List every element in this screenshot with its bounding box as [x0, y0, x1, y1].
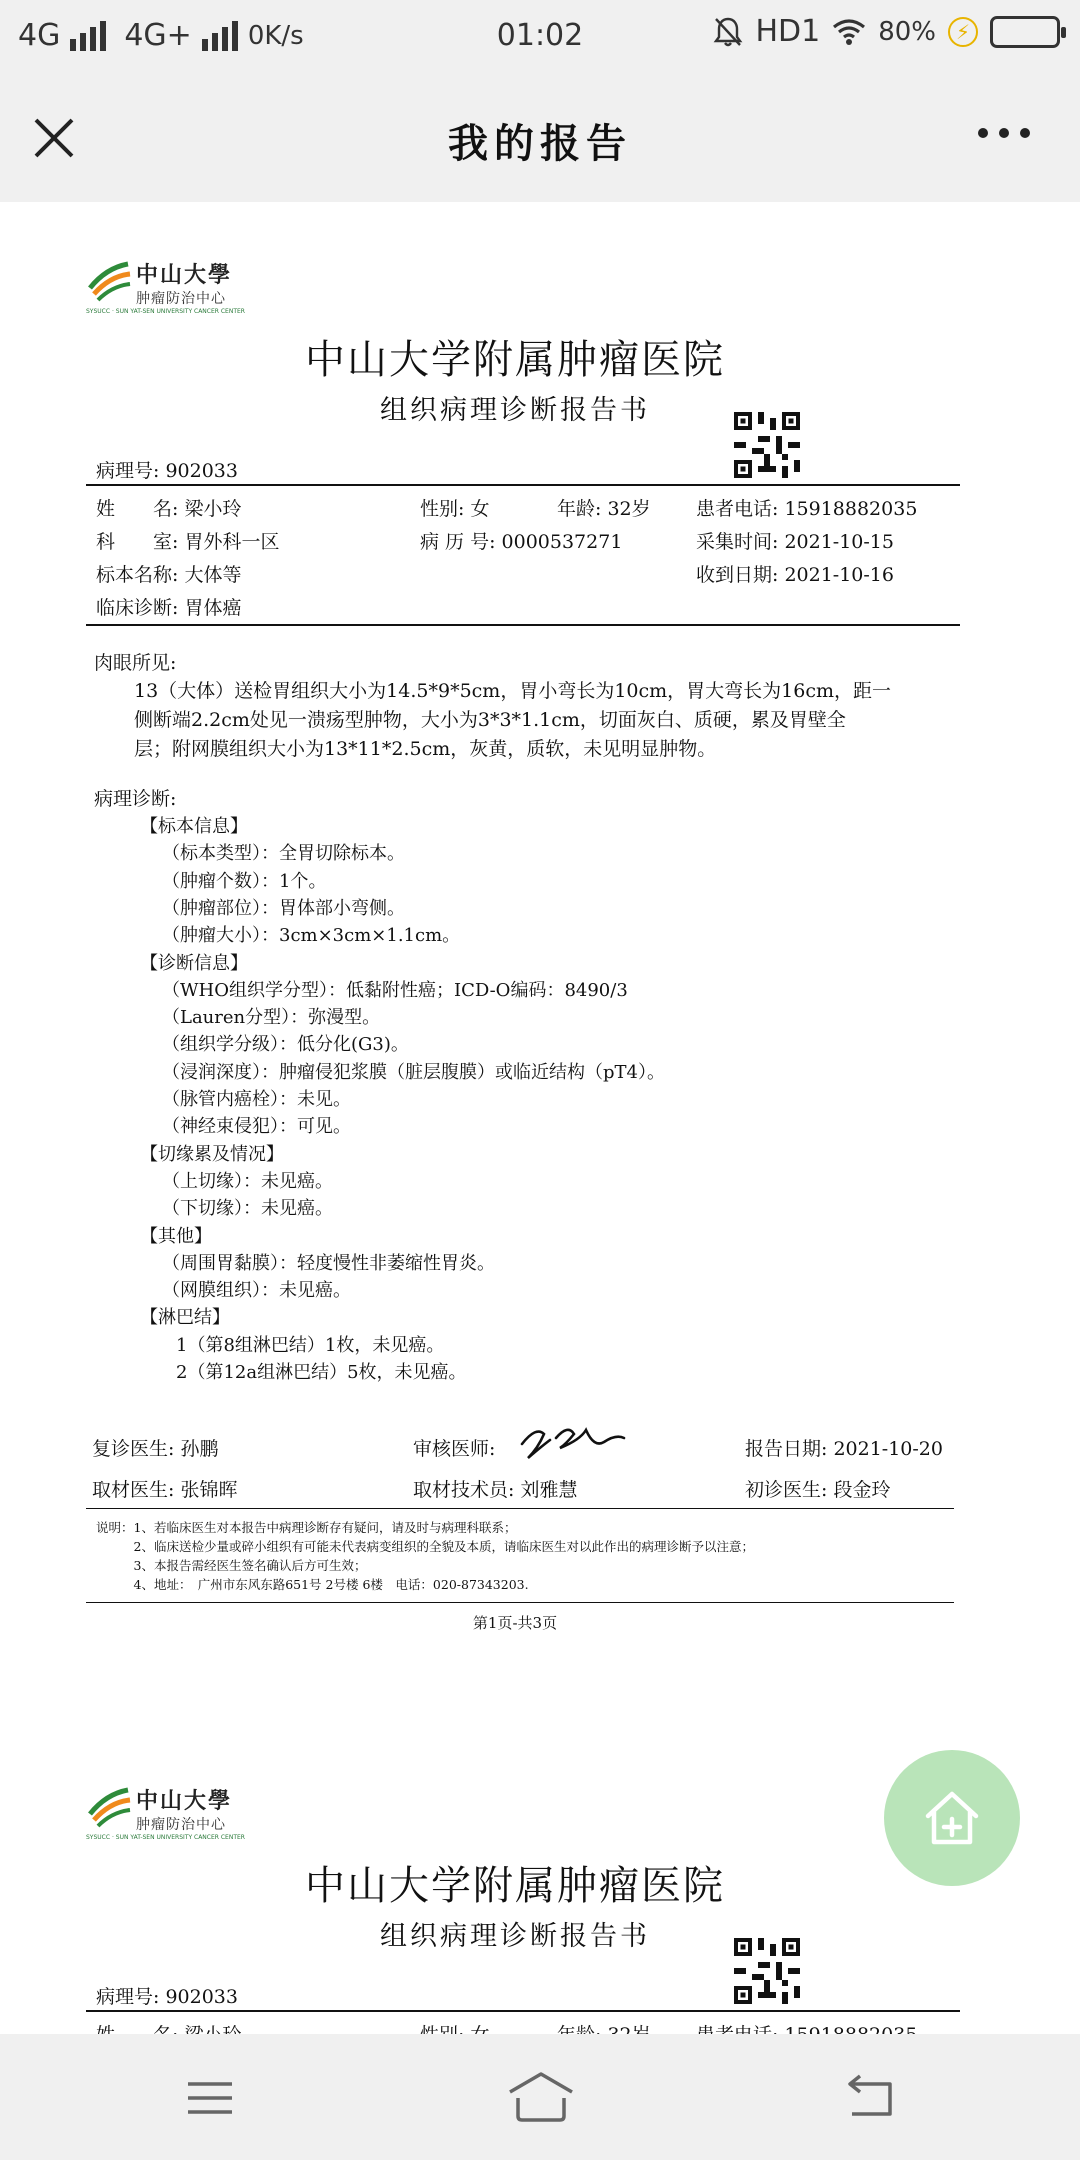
hospital-name: 中山大学附属肿瘤医院 — [305, 337, 725, 383]
diagnosis-item: （下切缘）：未见癌。 — [162, 1198, 333, 1220]
page-number: 第1页-共3页 — [472, 1614, 558, 1632]
diagnosis-heading: 【诊断信息】 — [140, 952, 248, 974]
charging-icon: ⚡ — [948, 17, 978, 47]
menu-icon[interactable] — [180, 2070, 240, 2126]
navigation-bar — [0, 72, 1080, 202]
home-icon[interactable] — [506, 2070, 576, 2126]
diagnosis-heading: 【标本信息】 — [140, 816, 248, 837]
gross-label: 肉眼所见: — [94, 652, 177, 674]
diagnosis-item: （标本类型）：全胃切除标本。 — [162, 843, 405, 865]
network-type-2: 4G+ — [124, 18, 192, 53]
report-title: 组织病理诊断报告书 — [380, 395, 650, 426]
hospital-logo — [86, 258, 246, 318]
report-title: 组织病理诊断报告书 — [380, 1921, 650, 1952]
note-line: 2、临床送检少量或碎小组织有可能未代表病变组织的全貌及本质，请临床医生对以此作出的病理诊断予以注意； — [96, 1539, 754, 1554]
mute-icon — [713, 16, 743, 48]
diagnosis-item: （肿瘤个数）：1个。 — [162, 870, 327, 892]
diagnosis-item: 2（第12a组淋巴结）5枚，未见癌。 — [176, 1362, 467, 1383]
specimen-name: 标本名称: 大体等 — [96, 564, 242, 586]
divider — [86, 1508, 954, 1509]
gross-line: 13（大体）送检胃组织大小为14.5*9*5cm，胃小弯长为10cm，胃大弯长为16cm，距一 — [134, 680, 891, 702]
collection-time: 采集时间: 2021-10-15 — [696, 531, 894, 553]
qr-code-icon — [734, 1938, 800, 2004]
status-right — [713, 14, 1060, 49]
report-page-1 — [0, 202, 1080, 1762]
floating-home-button[interactable] — [884, 1750, 1020, 1886]
logo-name: 中山大學 — [136, 1789, 233, 1814]
diagnosis-item: （神经束侵犯）：可见。 — [162, 1116, 351, 1138]
diagnosis-item: （上切缘）：未见癌。 — [162, 1170, 333, 1192]
diagnosis-heading: 【淋巴结】 — [140, 1307, 230, 1329]
report-notes — [96, 1518, 754, 1594]
divider — [86, 2010, 960, 2012]
diagnosis-item: （肿瘤部位）：胃体部小弯侧。 — [162, 897, 405, 919]
diagnosis-item: （浸润深度）：肿瘤侵犯浆膜（脏层腹膜）或临近结构（pT4）。 — [162, 1061, 665, 1083]
qr-code-icon — [734, 412, 800, 478]
logo-emblem-icon — [86, 258, 132, 304]
diagnosis-item: 1（第8组淋巴结）1枚，未见癌。 — [176, 1334, 445, 1356]
diagnosis-item: （WHO组织学分型）：低黏附性癌；ICD-O编码：8490/3 — [162, 979, 628, 1001]
battery-icon — [990, 16, 1060, 48]
page-title: 我的报告 — [448, 121, 632, 167]
report-date: 报告日期: 2021-10-20 — [745, 1438, 943, 1460]
status-bar — [0, 0, 1080, 72]
home-plus-icon — [920, 1786, 984, 1850]
logo-subtitle: 肿瘤防治中心 — [136, 1817, 226, 1833]
diagnosis-label: 病理诊断: — [94, 788, 177, 810]
logo-english: SYSUCC · SUN YAT-SEN UNIVERSITY CANCER CENTER — [86, 308, 245, 315]
first-doctor: 初诊医生: 段金玲 — [745, 1479, 891, 1501]
record-number: 病 历 号: 0000537271 — [420, 531, 623, 553]
note-line: 4、地址： 广州市东风东路651号 2号楼 6楼 电话：020-87343203. — [96, 1577, 529, 1592]
diagnosis-item: （周围胃黏膜）：轻度慢性非萎缩性胃炎。 — [162, 1252, 495, 1274]
carrier-label: HD1 — [755, 14, 821, 49]
gross-description — [130, 677, 950, 764]
patient-name: 姓 名: 梁小玲 — [96, 498, 242, 520]
logo-english: SYSUCC · SUN YAT-SEN UNIVERSITY CANCER CENTER — [86, 1834, 245, 1841]
diagnosis-heading: 【其他】 — [140, 1225, 212, 1247]
clinical-diagnosis: 临床诊断: 胃体癌 — [96, 597, 242, 619]
hospital-logo — [86, 1784, 246, 1844]
divider — [86, 624, 960, 626]
sampling-technician: 取材技术员: 刘雅慧 — [413, 1479, 578, 1501]
diagnosis-item: （肿瘤大小）：3cm×3cm×1.1cm。 — [162, 925, 461, 947]
signature-image — [516, 1418, 628, 1468]
diagnosis-item: （Lauren分型）：弥漫型。 — [162, 1007, 381, 1029]
pathology-number: 病理号: 902033 — [96, 460, 238, 482]
diagnosis-item: （脉管内癌栓）：未见。 — [162, 1089, 351, 1110]
patient-age: 年龄: 32岁 — [557, 498, 651, 520]
audit-doctor: 审核医师: — [413, 1438, 496, 1460]
note-line: 3、本报告需经医生签名确认后方可生效； — [96, 1558, 367, 1573]
review-doctor: 复诊医生: 孙鹏 — [92, 1438, 219, 1460]
divider — [86, 484, 960, 486]
wifi-icon — [832, 18, 866, 46]
diagnosis-item: （组织学分级）：低分化(G3)。 — [162, 1034, 409, 1056]
pathology-number: 病理号: 902033 — [96, 1986, 238, 2008]
clock: 01:02 — [496, 18, 584, 53]
patient-sex: 性别: 女 — [420, 498, 490, 520]
system-navigation-bar — [0, 2034, 1080, 2160]
note-line: 说明：1、若临床医生对本报告中病理诊断存有疑问，请及时与病理科联系； — [96, 1520, 517, 1535]
logo-subtitle: 肿瘤防治中心 — [136, 291, 226, 307]
more-icon[interactable] — [978, 128, 1030, 138]
network-type-1: 4G — [18, 18, 61, 53]
logo-emblem-icon — [86, 1784, 132, 1830]
sampling-doctor: 取材医生: 张锦晖 — [92, 1479, 238, 1501]
diagnosis-item: （网膜组织）：未见癌。 — [162, 1280, 351, 1302]
diagnosis-heading: 【切缘累及情况】 — [140, 1143, 284, 1165]
back-icon[interactable] — [840, 2070, 900, 2126]
received-date: 收到日期: 2021-10-16 — [696, 564, 894, 586]
battery-percent: 80% — [878, 16, 936, 47]
divider — [86, 1602, 954, 1603]
hospital-name: 中山大学附属肿瘤医院 — [305, 1863, 725, 1909]
patient-phone: 患者电话: 15918882035 — [696, 498, 918, 520]
gross-line: 侧断端2.2cm处见一溃疡型肿物，大小为3*3*1.1cm，切面灰白、质硬，累及胃壁全 — [134, 709, 846, 731]
network-speed: 0K/s — [247, 20, 304, 51]
department: 科 室: 胃外科一区 — [96, 531, 280, 553]
logo-name: 中山大學 — [136, 263, 233, 288]
gross-line: 层；附网膜组织大小为13*11*2.5cm，灰黄，质软，未见明显肿物。 — [134, 738, 717, 760]
